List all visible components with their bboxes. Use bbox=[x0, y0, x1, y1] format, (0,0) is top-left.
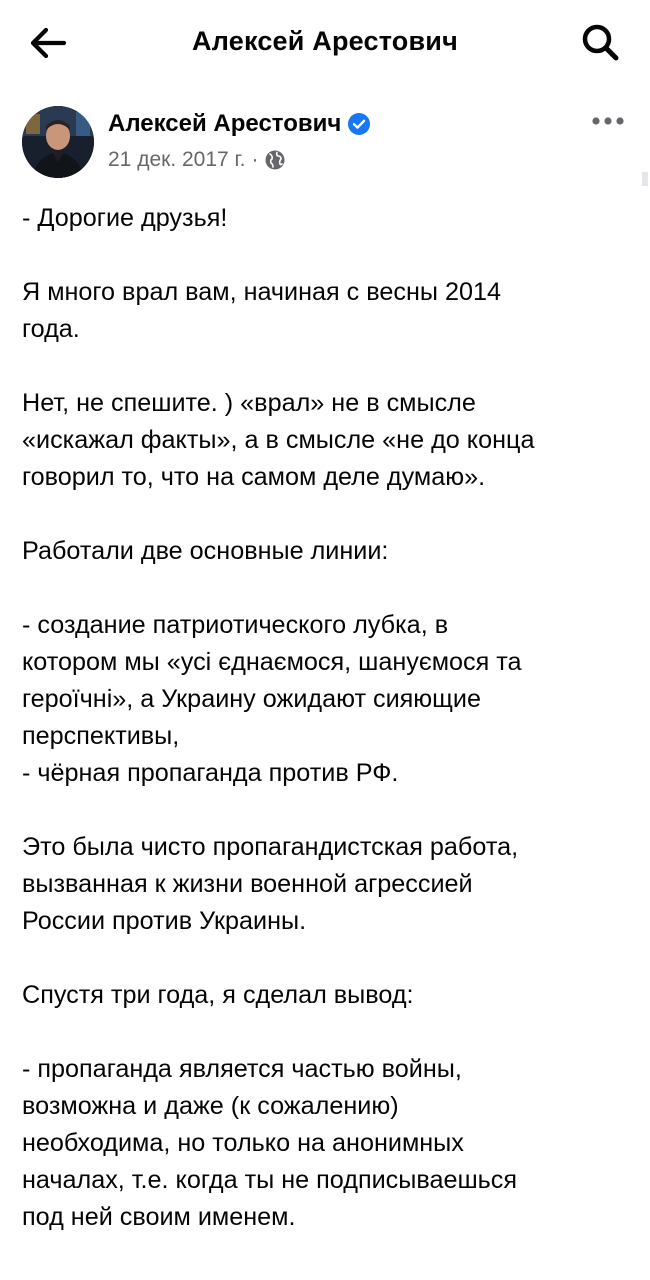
post-paragraph: Нет, не спешите. ) «врал» не в смысле «искажал факты», а в смысле «не до конца говорил то, что на самом деле думаю». bbox=[22, 389, 535, 491]
post-paragraph: Это была чисто пропагандистская работа, вызванная к жизни военной агрессией России против Украины. bbox=[22, 833, 519, 935]
post-paragraph: Я много врал вам, начиная с весны 2014 года. bbox=[22, 278, 502, 343]
post-paragraph: Спустя три года, я сделал вывод: bbox=[22, 981, 414, 1009]
search-icon bbox=[576, 18, 626, 68]
post-text bbox=[22, 200, 622, 1273]
globe-icon bbox=[264, 149, 286, 171]
top-bar bbox=[0, 0, 650, 86]
more-options-button[interactable] bbox=[588, 110, 628, 132]
author-name[interactable]: Алексей Арестович bbox=[108, 110, 342, 137]
meta-separator: · bbox=[251, 148, 259, 171]
post-paragraph: - создание патриотического лубка, в котором мы «усі єднаємося, шануємося та героїчні», а Украину ожидают сияющие перспективы, - чёрная пропаганда против РФ. bbox=[22, 611, 522, 787]
search-button[interactable] bbox=[576, 18, 626, 68]
verified-badge-icon bbox=[347, 112, 371, 136]
scroll-indicator bbox=[642, 172, 648, 186]
page-title: Алексей Арестович bbox=[192, 26, 458, 56]
post-date[interactable]: 21 дек. 2017 г. bbox=[108, 148, 246, 171]
avatar-image bbox=[22, 106, 94, 178]
post-paragraph: - пропаганда является частью войны, возможна и даже (к сожалению) необходима, но только на анонимных началах, т.е. когда ты не подписываешься под ней своим именем. bbox=[22, 1055, 518, 1231]
avatar[interactable] bbox=[22, 106, 94, 178]
post-paragraph: - Дорогие друзья! bbox=[22, 204, 228, 232]
more-dots-icon bbox=[588, 110, 628, 132]
post-header bbox=[0, 98, 650, 194]
post-paragraph: Работали две основные линии: bbox=[22, 537, 389, 565]
